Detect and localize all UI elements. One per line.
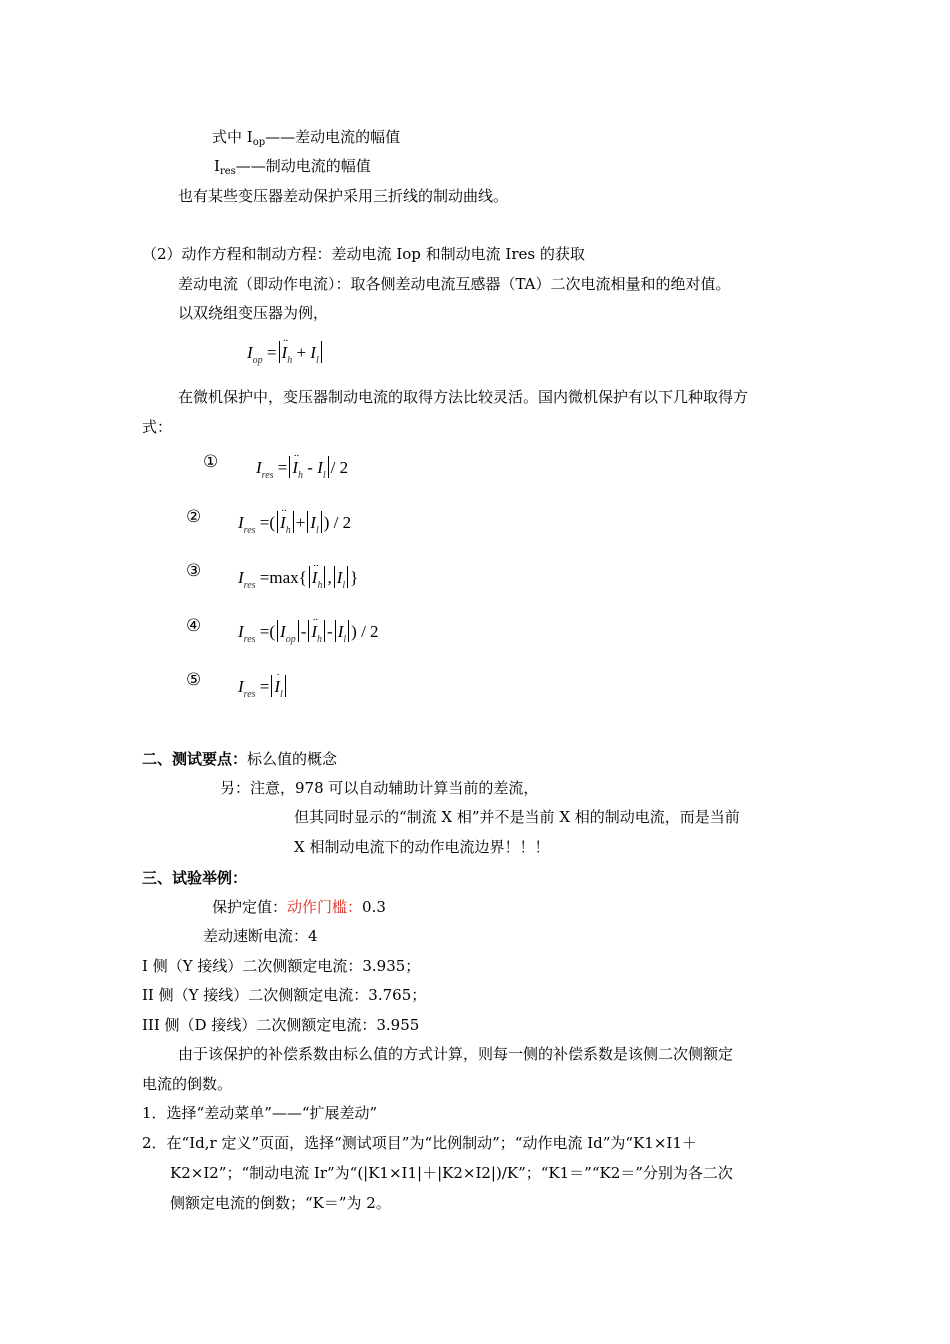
paragraph-compensation-2: 电流的倒数。 [142,1075,233,1093]
definition-ires: $I_{res}——$制动电流的幅值 [214,157,371,177]
step-1: 1．选择“差动菜单”——“扩展差动” [142,1104,378,1122]
section-heading-test-example: 三、试验举例： [142,869,248,887]
equation-method-2: $I_{res}$ =(·· $I_h + I_l$ ) / 2 [238,511,351,541]
note-line-3: X 相制动电流下的动作电流边界！！！ [294,838,550,856]
paragraph-three-fold-line: 也有某些变压器差动保护采用三折线的制动曲线。 [178,187,509,205]
step-2-line-1: 2．在“Id,r 定义”页面，选择“测试项目”为“比例制动”；“动作电流 Id”为“K1×I1＋ [142,1134,697,1152]
equation-method-1: $I_{res}$ =·· $I_h - I_l / 2$ [256,456,348,486]
note-line-1: 另：注意，978 可以自动辅助计算当前的差流， [220,779,539,797]
equation-method-3: $I_{res} =\max\{\cdot\cdot I_h$ , $I_l$ } [238,566,358,596]
step-2-line-3: 侧额定电流的倒数；“K＝”为 2。 [170,1194,391,1212]
paragraph-diff-current: 差动电流（即动作电流）：取各侧差动电流互感器（TA）二次电流相量和的绝对值。 [178,275,731,293]
side-1-rated-current: I 侧（Y 接线）二次侧额定电流：3.935； [142,957,421,975]
equation-method-4: $I_{res}$ =( $I_{op}$ -·· $I_h - I_l$ ) / 2 [238,620,379,650]
side-3-rated-current: III 侧（D 接线）二次侧额定电流：3.955 [142,1016,420,1034]
paragraph-microcomputer-1: 在微机保护中，变压器制动电流的取得方法比较灵活。国内微机保护有以下几种取得方 [178,388,749,406]
section-heading-test-points: 二、测试要点：标么值的概念 [142,750,338,768]
equation-method-5: $I_{res} =\cdot I_l$ [238,675,288,705]
method-number-4: ④ [186,616,202,636]
step-2-line-2: K2×I2”；“制动电流 Ir”为“(|K1×I1|＋|K2×I2|)/K”；“K1＝”“K2＝”分别为各二次 [170,1164,733,1182]
definition-iop: 式中 $I_{op}——$差动电流的幅值 [212,128,401,148]
equation-iop: $I_{op}$ =·· $I_h + I_l$ [247,341,324,371]
side-2-rated-current: II 侧（Y 接线）二次侧额定电流：3.765； [142,986,427,1004]
setting-threshold: 保护定值：动作门槛：0.3 [212,898,386,916]
section-heading-equations: （2）动作方程和制动方程：差动电流 Iop 和制动电流 Ires 的获取 [142,245,585,263]
note-line-2: 但其同时显示的“制流 X 相”并不是当前 X 相的制动电流，而是当前 [294,808,740,826]
method-number-3: ③ [186,561,202,581]
paragraph-microcomputer-2: 式： [142,418,173,436]
method-number-1: ① [203,452,219,472]
paragraph-example: 以双绕组变压器为例， [178,304,329,322]
method-number-5: ⑤ [186,670,202,690]
setting-quick-break: 差动速断电流：4 [203,927,318,945]
paragraph-compensation-1: 由于该保护的补偿系数由标么值的方式计算，则每一侧的补偿系数是该侧二次侧额定 [178,1045,734,1063]
method-number-2: ② [186,507,202,527]
